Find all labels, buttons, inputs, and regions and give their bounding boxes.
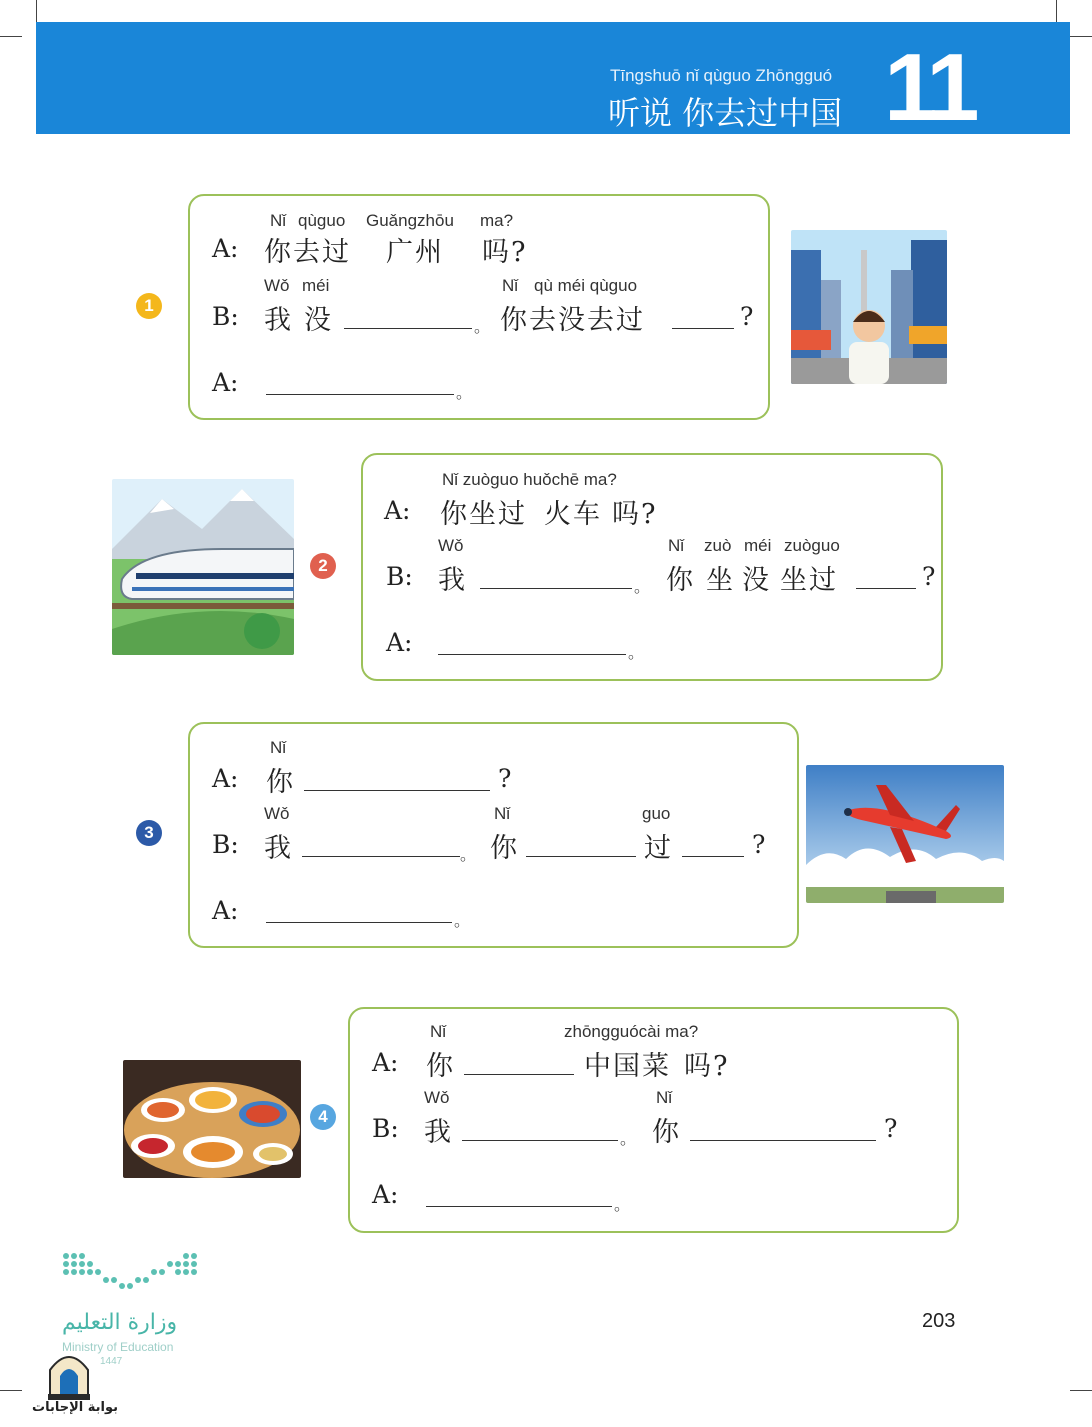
pinyin: Nǐ: [656, 1088, 673, 1107]
pinyin: zuòguo: [784, 536, 840, 555]
answer-blank[interactable]: [464, 1074, 574, 1075]
pinyin: Wǒ: [424, 1088, 450, 1107]
speaker-label: A:: [212, 764, 239, 793]
pinyin: Nǐ: [494, 804, 511, 823]
period-mark: 。: [634, 577, 651, 596]
hanzi: 吗?: [482, 237, 528, 268]
hanzi: 没: [742, 565, 771, 596]
answer-blank[interactable]: [480, 588, 632, 589]
hanzi: 坐: [706, 565, 735, 596]
hanzi: 我: [424, 1117, 453, 1148]
question-mark: ?: [922, 562, 936, 591]
period-mark: 。: [460, 845, 477, 864]
answer-blank[interactable]: [690, 1140, 876, 1141]
answer-blank[interactable]: [266, 922, 452, 923]
answer-blank[interactable]: [526, 856, 636, 857]
hanzi: 火车: [544, 499, 602, 530]
hanzi: 你: [426, 1051, 455, 1082]
hanzi: 你: [652, 1117, 681, 1148]
period-mark: 。: [614, 1195, 631, 1214]
speaker-label: B:: [212, 302, 239, 331]
period-mark: 。: [456, 383, 473, 402]
hanzi: 吗?: [684, 1051, 730, 1082]
pinyin: qùguo: [298, 211, 346, 230]
pinyin: Wǒ: [264, 276, 290, 295]
pinyin: Nǐ: [430, 1022, 447, 1041]
answer-blank[interactable]: [682, 856, 744, 857]
pinyin: Nǐ: [270, 738, 287, 757]
city-boy-illustration: [791, 230, 947, 384]
pinyin: Nǐ zuòguo huǒchē ma?: [442, 470, 617, 489]
crop-mark: [1056, 0, 1057, 22]
pinyin: méi: [744, 536, 772, 555]
dialogue-number-badge: 4: [310, 1104, 336, 1130]
site-logo: [46, 1350, 92, 1400]
pinyin: Wǒ: [438, 536, 464, 555]
hanzi: 你去过: [264, 237, 351, 268]
pinyin: Guǎngzhōu: [366, 211, 454, 230]
answer-blank[interactable]: [672, 328, 734, 329]
hanzi: 你: [666, 565, 695, 596]
pinyin: zuò: [704, 536, 732, 555]
speaker-label: A:: [212, 368, 239, 397]
ministry-logo: [62, 1252, 198, 1298]
dialogue-number-badge: 1: [136, 293, 162, 319]
airplane-illustration: [806, 765, 1004, 903]
pinyin: Nǐ: [668, 536, 685, 555]
question-mark: ?: [498, 764, 512, 793]
pinyin: Nǐ: [502, 276, 519, 295]
period-mark: 。: [454, 911, 471, 930]
speaker-label: A:: [212, 896, 239, 925]
answer-blank[interactable]: [462, 1140, 618, 1141]
ministry-name-arabic: وزارة التعليم: [62, 1310, 178, 1335]
hanzi: 我: [264, 305, 293, 336]
answer-blank[interactable]: [438, 654, 626, 655]
hanzi: 中国菜: [584, 1051, 671, 1082]
pinyin: guo: [642, 804, 671, 823]
lesson-title-pinyin: Tīngshuō nǐ qùguo Zhōngguó: [610, 66, 833, 85]
answer-blank[interactable]: [304, 790, 490, 791]
answer-blank[interactable]: [302, 856, 460, 857]
crop-mark: [0, 1390, 22, 1391]
lesson-number: 11: [884, 34, 974, 141]
crop-mark: [1070, 1390, 1092, 1391]
crop-mark: [36, 0, 37, 22]
hanzi: 没: [304, 305, 333, 336]
hanzi: 你去没去过: [500, 305, 645, 336]
crop-mark: [0, 36, 22, 37]
hanzi: 你: [266, 767, 295, 798]
question-mark: ?: [884, 1114, 898, 1143]
site-name: بوابة الإجابات: [32, 1400, 118, 1415]
page-number: 203: [922, 1310, 956, 1332]
pinyin: Wǒ: [264, 804, 290, 823]
speaker-label: B:: [212, 830, 239, 859]
pinyin: ma?: [480, 211, 514, 230]
hanzi: 我: [438, 565, 467, 596]
lesson-title: 听说 你去过中国: [608, 94, 843, 132]
pinyin: zhōngguócài ma?: [564, 1022, 699, 1041]
speaker-label: B:: [372, 1114, 399, 1143]
pinyin: Nǐ: [270, 211, 287, 230]
answer-blank[interactable]: [266, 394, 454, 395]
hanzi: 吗?: [612, 499, 658, 530]
chinese-food-illustration: [123, 1060, 301, 1178]
speaker-label: A:: [384, 496, 411, 525]
answer-blank[interactable]: [426, 1206, 612, 1207]
hanzi: 我: [264, 833, 293, 864]
answer-blank[interactable]: [856, 588, 916, 589]
period-mark: 。: [474, 317, 491, 336]
period-mark: 。: [620, 1129, 637, 1148]
pinyin: qù méi qùguo: [534, 276, 638, 295]
dialogue-number-badge: 3: [136, 820, 162, 846]
hanzi: 你坐过: [440, 499, 527, 530]
dialogue-number-badge: 2: [310, 553, 336, 579]
pinyin: méi: [302, 276, 330, 295]
ministry-year: 1447: [100, 1356, 123, 1367]
crop-mark: [1070, 36, 1092, 37]
speaker-label: A:: [372, 1180, 399, 1209]
question-mark: ?: [752, 830, 766, 859]
question-mark: ?: [740, 302, 754, 331]
answer-blank[interactable]: [344, 328, 472, 329]
speaker-label: A:: [372, 1048, 399, 1077]
hanzi: 过: [644, 833, 673, 864]
train-illustration: [112, 479, 294, 655]
hanzi: 你: [490, 833, 519, 864]
hanzi: 广州: [386, 237, 444, 268]
speaker-label: B:: [386, 562, 413, 591]
speaker-label: A:: [212, 234, 239, 263]
ministry-name-english: Ministry of Education: [62, 1340, 174, 1354]
hanzi: 坐过: [780, 565, 838, 596]
speaker-label: A:: [386, 628, 413, 657]
period-mark: 。: [628, 643, 645, 662]
